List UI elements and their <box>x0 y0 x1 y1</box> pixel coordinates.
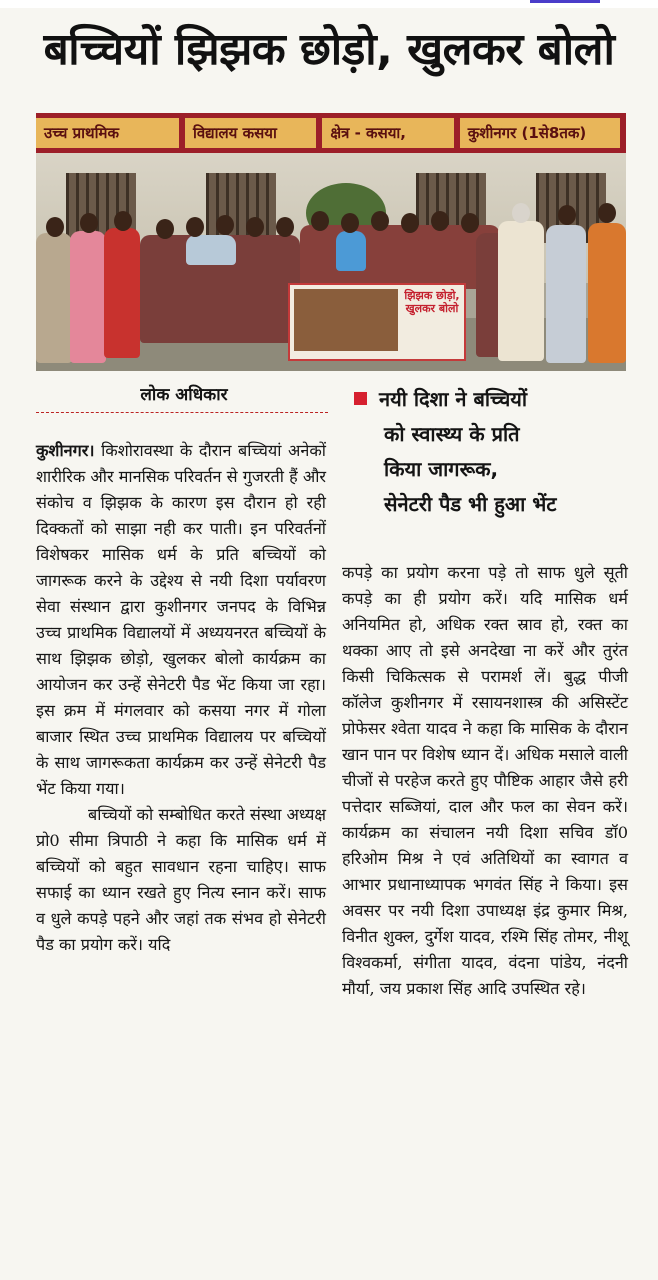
head <box>598 203 616 223</box>
head <box>114 211 132 231</box>
byline: लोक अधिकार <box>140 385 228 405</box>
article-column-left <box>36 438 326 958</box>
article-paragraph: कुशीनगर। किशोरावस्था के दौरान बच्चियां अनेकों शारीरिक और मानसिक परिवर्तन से गुजरती हैं और संकोच व झिझक के कारण इस दौरान हो रही दिक्कतों को साझा नही कर पाती। इन परिवर्तनों विशेषकर मासिक धर्म के प्रति बच्चियों को जागरूक करने के उद्देश्य से नयी दिशा पर्यावरण सेवा संस्थान द्वारा कुशीनगर जनपद के विभिन्न उच्च प्राथमिक विद्यालयों में अध्ययनरत बच्चियों के साथ झिझक छोड़ो, खुलकर बोलो कार्यक्रम का आयोजन कर उन्हें सेनेटरी पैड भेंट किया जा रहा। इस क्रम में मंगलवार को कसया नगर में गोला बाजार स्थित उच्च प्राथमिक विद्यालय पर बच्चियों के साथ जागरूकता कार्यक्रम कर उन्हें सेनेटरी पैड भेंट किया गया। <box>36 441 326 798</box>
subheading <box>352 382 642 522</box>
article-paragraph: कपड़े का प्रयोग करना पड़े तो साफ धुले सूती कपड़े का ही प्रयोग करें। यदि मासिक धर्म अनियमित हो, अधिक रक्त स्राव हो, रक्त का थक्का आए तो इसे अनदेखा ना करें और तुरंत किसी चिकित्सक से परामर्श लें। बुद्ध पीजी कॉलेज कुशीनगर में रसायनशास्त्र की असिस्टेंट प्रोफेसर श्वेता यादव ने कहा कि मासिक के दौरान खान पान पर विशेष ध्यान दें। अधिक मसाले वाली चीजों से परहेज करते हुए पौष्टिक आहार जैसे हरी पत्तेदार सब्जियां, दाल और फल का सेवन करें। कार्यक्रम का संचालन नयी दिशा सचिव डॉ0 हरिओम मिश्र ने एवं अतिथियों का स्वागत व आभार प्रधानाध्यापक भगवंत सिंह ने किया। इस अवसर पर नयी दिशा उपाध्यक्ष इंद्र कुमार मिश्र, विनीत शुक्ल, दुर्गेश यादव, रश्मि सिंह तोमर, नीशू विश्वकर्मा, संगीता यादव, वंदना पांडेय, नंदनी मौर्या, जय प्रकाश सिंह आदि उपस्थित रहे। <box>342 563 628 998</box>
subheading-line: नयी दिशा ने बच्चियों <box>352 382 642 417</box>
subheading-line: किया जागरूक, <box>384 457 499 481</box>
head <box>461 213 479 233</box>
news-photo <box>36 113 626 371</box>
top-accent-line <box>530 0 600 3</box>
person <box>186 235 236 265</box>
placard-image <box>294 289 398 351</box>
head <box>371 211 389 231</box>
banner-segment: विद्यालय कसया <box>185 118 316 148</box>
banner-segment: कुशीनगर (1से8तक) <box>460 118 620 148</box>
banner-segment: उच्च प्राथमिक <box>36 118 179 148</box>
person <box>104 228 140 358</box>
dateline: कुशीनगर। <box>36 441 95 460</box>
head <box>156 219 174 239</box>
subheading-line: को स्वास्थ्य के प्रति <box>384 422 520 446</box>
banner-segment: क्षेत्र - कसया, <box>322 118 453 148</box>
headline: बच्चियों झिझक छोड़ो, खुलकर बोलो <box>43 24 615 75</box>
placard <box>288 283 466 361</box>
head <box>46 217 64 237</box>
person <box>70 231 106 363</box>
head <box>311 211 329 231</box>
window <box>206 173 276 243</box>
article-paragraph: बच्चियों को सम्बोधित करते संस्था अध्यक्ष प्रो0 सीमा त्रिपाठी ने कहा कि मासिक धर्म में बच्चियों को बहुत सावधान रहना चाहिए। साफ सफाई का ध्यान रखते हुए नित्य स्नान करें। साफ व धुले कपड़े पहने और जहां तक संभव हो सेनेटरी पैड का प्रयोग करें। यदि <box>36 805 326 954</box>
head <box>558 205 576 225</box>
bullet-square-icon <box>354 392 367 405</box>
subheading-line: सेनेटरी पैड भी हुआ भेंट <box>384 492 557 516</box>
head <box>341 213 359 233</box>
person <box>546 225 586 363</box>
head <box>431 211 449 231</box>
byline-divider <box>36 412 328 413</box>
head <box>246 217 264 237</box>
students-group <box>300 225 500 289</box>
person <box>36 233 72 363</box>
school-banner <box>36 113 626 153</box>
head <box>216 215 234 235</box>
person <box>336 231 366 271</box>
head <box>80 213 98 233</box>
article-column-right <box>342 560 628 1002</box>
head <box>276 217 294 237</box>
person <box>498 221 544 361</box>
head <box>512 203 530 223</box>
head <box>401 213 419 233</box>
placard-text: झिझक छोड़ो, खुलकर बोलो <box>404 289 460 315</box>
head <box>186 217 204 237</box>
person <box>588 223 626 363</box>
